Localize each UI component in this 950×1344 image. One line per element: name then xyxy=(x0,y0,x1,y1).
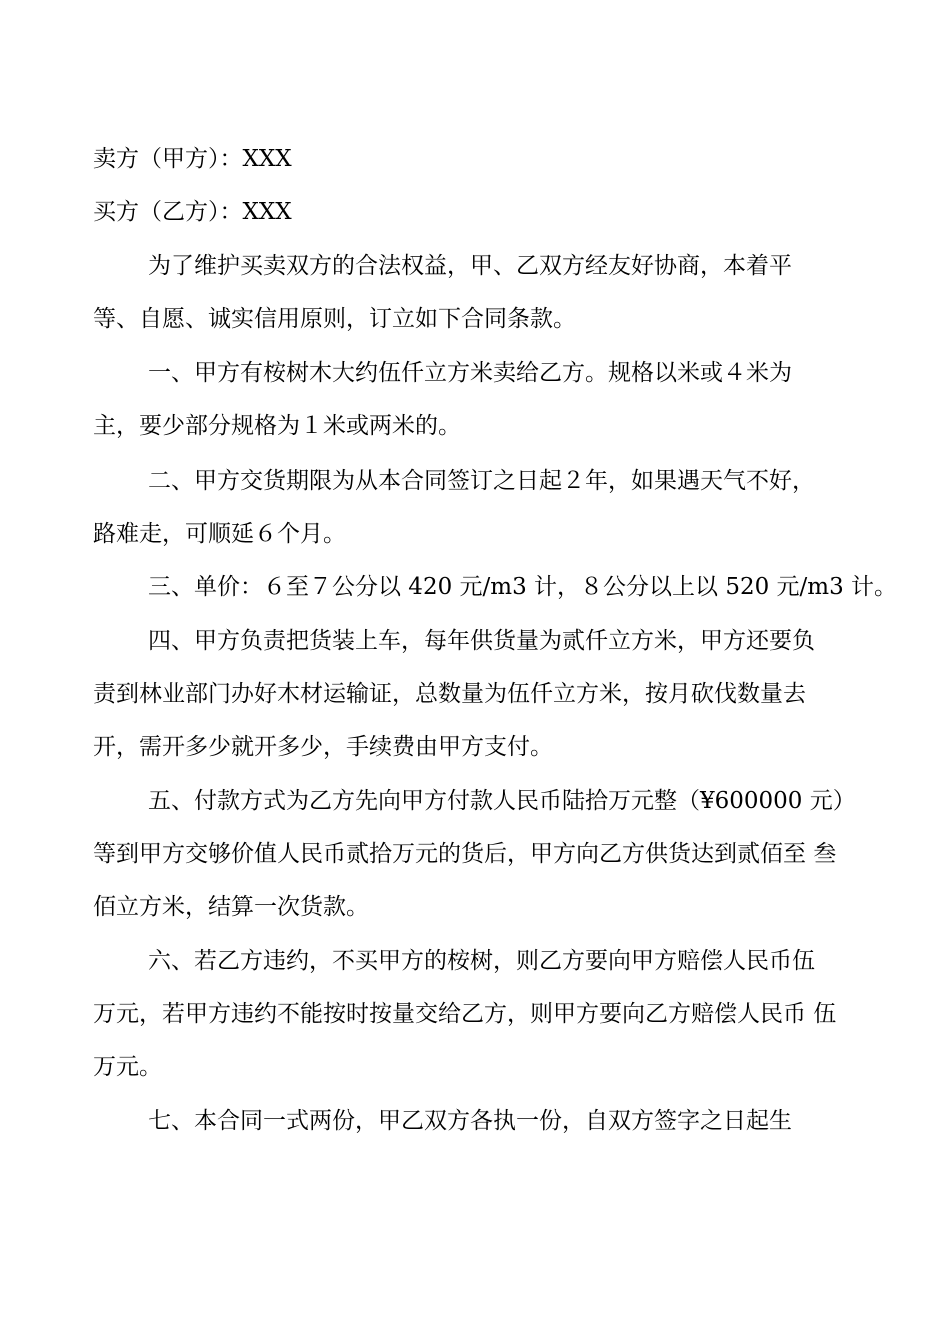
clause-4-line-2: 责到林业部门办好木材运输证，总数量为伍仟立方米，按月砍伐数量去 xyxy=(93,681,806,707)
clause-7-line-1: 七、本合同一式两份，甲乙双方各执一份，自双方签字之日起生 xyxy=(148,1108,792,1134)
clause-1-line-2: 主，要少部分规格为１米或两米的。 xyxy=(93,413,461,439)
clause-4-line-3: 开，需开多少就开多少，手续费由甲方支付。 xyxy=(93,734,553,760)
clause-6-line-1: 六、若乙方违约，不买甲方的桉树，则乙方要向甲方赔偿人民币伍 xyxy=(148,948,815,974)
clause-1-line-1: 一、甲方有桉树木大约伍仟立方米卖给乙方。规格以米或４米为 xyxy=(148,360,792,386)
clause-6-line-3: 万元。 xyxy=(93,1054,162,1080)
clause-5-line-3: 佰立方米，结算一次货款。 xyxy=(93,894,369,920)
clause-5-line-1: 五、付款方式为乙方先向甲方付款人民币陆拾万元整（¥600000 元） xyxy=(148,788,856,814)
preamble-line-1: 为了维护买卖双方的合法权益，甲、乙双方经友好协商，本着平 xyxy=(148,253,792,279)
buyer-line: 买方（乙方）：XXX xyxy=(93,199,292,225)
clause-6-line-2: 万元，若甲方违约不能按时按量交给乙方，则甲方要向乙方赔偿人民币 伍 xyxy=(93,1001,837,1027)
clause-2-line-1: 二、甲方交货期限为从本合同签订之日起２年，如果遇天气不好， xyxy=(148,468,815,494)
clause-2-line-2: 路难走，可顺延６个月。 xyxy=(93,521,346,547)
clause-5-line-2: 等到甲方交够价值人民币贰拾万元的货后，甲方向乙方供货达到贰佰至 叁 xyxy=(93,841,837,867)
seller-line: 卖方（甲方）：XXX xyxy=(93,146,292,172)
clause-3-line-1: 三、单价：６至７公分以 420 元/m3 计，８公分以上以 520 元/m3 计。 xyxy=(148,574,898,600)
preamble-line-2: 等、自愿、诚实信用原则，订立如下合同条款。 xyxy=(93,306,576,332)
clause-4-line-1: 四、甲方负责把货装上车，每年供货量为贰仟立方米，甲方还要负 xyxy=(148,628,815,654)
